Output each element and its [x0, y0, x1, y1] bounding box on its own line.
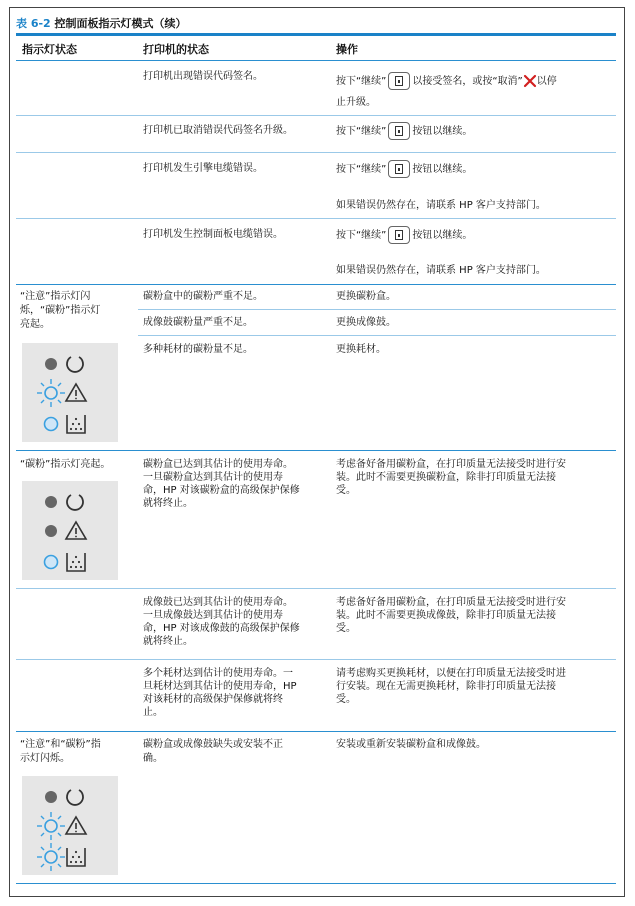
- toner-led-icon: [45, 418, 58, 431]
- caption-rule: [16, 33, 616, 36]
- attention-led-icon: [37, 379, 65, 407]
- r5-c-action: 更换耗材。: [336, 344, 386, 355]
- r5-light: “注意”指示灯闪 烁，“碳粉”指示灯 亮起。: [20, 291, 101, 330]
- power-icon: [67, 495, 83, 510]
- row-divider: [16, 152, 616, 153]
- r2-action: 按下“继续” 按钮以继续。: [336, 122, 614, 142]
- ready-led-icon: [45, 358, 57, 370]
- table-caption: 表 6-2 控制面板指示灯模式（续）: [16, 17, 187, 30]
- led-panel-r6: [22, 481, 118, 580]
- r5-c-status: 多种耗材的碳粉量不足。: [143, 344, 253, 355]
- r4-note: 如果错误仍然存在，请联系 HP 客户支持部门。: [336, 265, 546, 276]
- r6-c-action: 请考虑购买更换耗材，以便在打印质量无法接受时进 行安装。现在无需更换耗材，除非打印质量无法接 受。: [336, 668, 566, 705]
- toner-icon: [67, 848, 85, 866]
- r5-a-status: 碳粉盒中的碳粉严重不足。: [143, 291, 263, 302]
- r4-status: 打印机发生控制面板电缆错误。: [143, 229, 283, 240]
- r6-light: “碳粉”指示灯亮起。: [20, 459, 111, 470]
- attention-led-icon: [45, 525, 57, 537]
- r3-note: 如果错误仍然存在，请联系 HP 客户支持部门。: [336, 200, 546, 211]
- power-icon: [67, 357, 83, 372]
- cancel-x-icon: [523, 74, 537, 88]
- row-divider: [16, 588, 616, 589]
- led-panel-r5: [22, 343, 118, 442]
- continue-button-icon: [388, 72, 410, 90]
- r3-status: 打印机发生引擎电缆错误。: [143, 163, 263, 174]
- led-panel-r7: [22, 776, 118, 875]
- row-divider: [16, 218, 616, 219]
- power-icon: [67, 790, 83, 805]
- ready-led-icon: [45, 496, 57, 508]
- r4-action: 按下“继续” 按钮以继续。: [336, 226, 614, 246]
- ready-led-icon: [45, 791, 57, 803]
- r5-b-action: 更换成像鼓。: [336, 317, 396, 328]
- row-divider: [16, 659, 616, 660]
- row-divider: [16, 284, 616, 285]
- row-divider: [16, 731, 616, 732]
- toner-icon: [67, 553, 85, 571]
- row-divider: [138, 309, 616, 310]
- toner-led-icon: [37, 843, 65, 871]
- r7-light: “注意”和“碳粉”指 示灯闪烁。: [20, 739, 101, 764]
- r6-b-status: 成像鼓已达到其估计的使用寿命。 一旦成像鼓达到其估计的使用寿 命，HP 对该成像鼓的高级保护保修 就将终止。: [143, 597, 300, 647]
- table-bottom-rule: [16, 883, 616, 884]
- r6-a-status: 碳粉盒已达到其估计的使用寿命。 一旦碳粉盒达到其估计的使用寿 命，HP 对该碳粉盒的高级保护保修 就将终止。: [143, 459, 300, 509]
- header-printer-status: 打印机的状态: [143, 43, 209, 56]
- r1-status: 打印机出现错误代码签名。: [143, 71, 263, 82]
- row-divider: [16, 450, 616, 451]
- header-action: 操作: [336, 43, 358, 56]
- continue-button-icon: [388, 122, 410, 140]
- r5-b-status: 成像鼓碳粉量严重不足。: [143, 317, 253, 328]
- row-divider: [138, 335, 616, 336]
- row-divider: [16, 115, 616, 116]
- continue-button-icon: [388, 226, 410, 244]
- r6-a-action: 考虑备好备用碳粉盒，在打印质量无法接受时进行安 装。此时不需要更换碳粉盒，除非打印质量无法接 受。: [336, 459, 566, 496]
- r7-status: 碳粉盒或成像鼓缺失或安装不正 确。: [143, 739, 283, 764]
- r3-action: 按下“继续” 按钮以继续。: [336, 160, 614, 180]
- attention-led-icon: [37, 812, 65, 840]
- r5-a-action: 更换碳粉盒。: [336, 291, 396, 302]
- r6-c-status: 多个耗材达到估计的使用寿命。一 旦耗材达到其估计的使用寿命，HP 对该耗材的高级保护保修就将终 止。: [143, 668, 297, 718]
- header-light-status: 指示灯状态: [22, 43, 77, 56]
- continue-button-icon: [388, 160, 410, 178]
- r1-action: 按下“继续” 以接受签名，或按“取消” 以停 止升级。: [336, 72, 614, 110]
- r2-status: 打印机已取消错误代码签名升级。: [143, 125, 293, 136]
- r6-b-action: 考虑备好备用碳粉盒，在打印质量无法接受时进行安 装。此时不需要更换成像鼓，除非打印质量无法接 受。: [336, 597, 566, 634]
- toner-led-icon: [45, 556, 58, 569]
- toner-icon: [67, 415, 85, 433]
- r7-action: 安装或重新安装碳粉盒和成像鼓。: [336, 739, 486, 750]
- header-rule: [16, 60, 616, 61]
